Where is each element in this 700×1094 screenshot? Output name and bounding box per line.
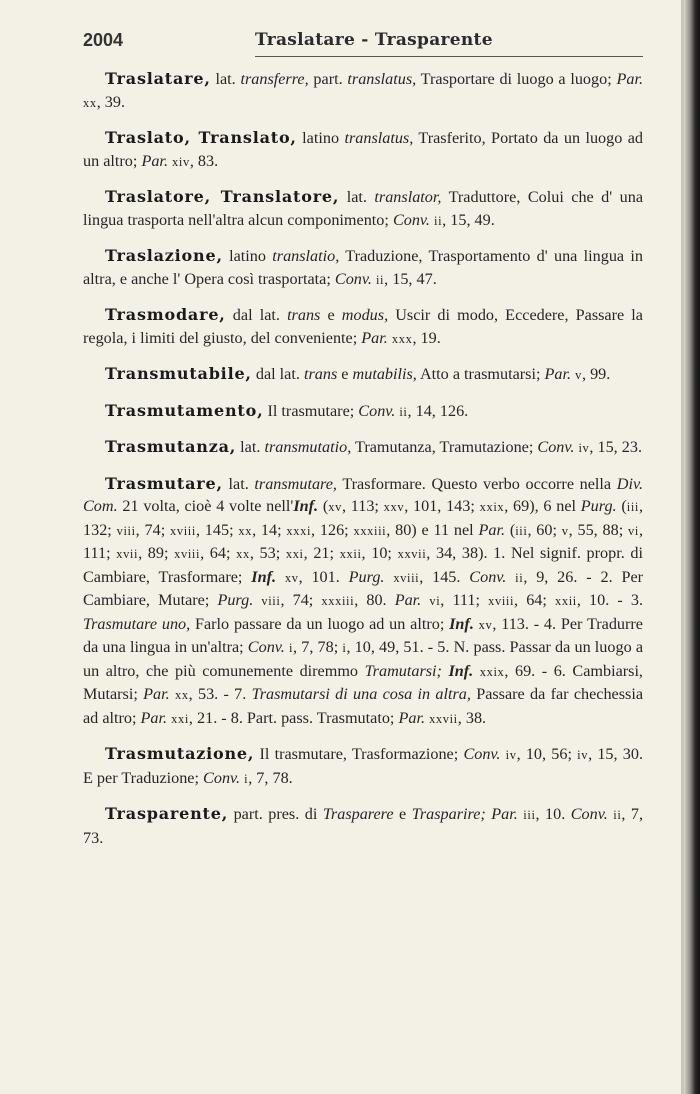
roman-numeral: xxvii	[429, 711, 458, 726]
entry-text: , 64;	[200, 544, 237, 562]
italic-text: Purg.	[580, 497, 617, 515]
italic-text: transmutare,	[254, 474, 337, 493]
running-title: Traslatare - Trasparente	[255, 30, 493, 50]
headword: Trasparente,	[105, 804, 229, 823]
entry-text: , 19.	[412, 328, 441, 347]
entry-body	[252, 365, 611, 383]
entry-text: , 7, 73.	[83, 805, 644, 847]
italic-text: Par.	[491, 805, 518, 823]
roman-numeral: xv	[328, 500, 342, 514]
roman-numeral: xvii	[116, 547, 139, 561]
italic-text: translator,	[374, 188, 442, 206]
entry-body	[83, 475, 643, 727]
entry-text: part.	[308, 70, 348, 88]
entry-text: , 21. - 8. Part. pass. Trasmutato;	[188, 708, 399, 727]
italic-text: Par.	[143, 685, 170, 703]
entry-body	[236, 438, 642, 456]
italic-text: Par.	[394, 591, 422, 609]
entry-text: , 74;	[135, 520, 171, 539]
entry-text: , 14;	[252, 520, 287, 539]
entry-text: , 15, 47.	[384, 269, 437, 288]
entry-text: Farlo passare da un luogo ad un altro;	[190, 614, 450, 633]
entry-text: , 89;	[138, 544, 175, 562]
entry-text: dal lat.	[225, 306, 288, 324]
roman-numeral: xxxi	[286, 523, 312, 538]
entry-text: , 10. - 3.	[576, 591, 643, 609]
entry-text: , 10, 56;	[516, 745, 578, 763]
entry-trasmodare	[83, 304, 643, 350]
italic-text: transmutatio,	[264, 438, 352, 456]
italic-text: Conv.	[358, 401, 396, 420]
entry-text: , 55, 88;	[568, 520, 629, 539]
entry-traslato	[83, 127, 643, 173]
entry-text: Traduzione, Trasportamento d' una lingua in altra, e anche l' Opera così trasportata;	[83, 247, 643, 288]
entry-text: , 132;	[83, 497, 644, 539]
headword: Trasmutanza,	[105, 437, 237, 456]
entry-text: , 101.	[298, 567, 349, 586]
entry-traslatare	[83, 68, 643, 114]
page-number: 2004	[83, 30, 124, 50]
roman-numeral: xx	[83, 95, 97, 110]
roman-numeral: xiv	[172, 154, 190, 169]
roman-numeral: viii	[261, 594, 281, 608]
entry-text: Trasportare di luogo a luogo;	[416, 70, 617, 88]
page-edge	[684, 0, 700, 1094]
entry-trasmutanza	[83, 436, 643, 460]
italic-text: translatio,	[272, 247, 340, 265]
entry-text: , 113. - 4. Per Tradurre da una lingua in un'altra;	[83, 614, 643, 656]
entry-text: , 113;	[341, 497, 384, 515]
italic-text: Par.	[544, 365, 572, 383]
italic-text: Par.	[398, 708, 426, 727]
roman-numeral: i	[342, 641, 347, 655]
italic-text: Conv.	[537, 438, 575, 456]
roman-numeral: v	[575, 368, 582, 382]
entry-text: latino	[296, 129, 345, 147]
entry-text: , 74;	[280, 591, 322, 609]
entry-text: Trasferito, Portato da un luogo ad un altro;	[83, 129, 643, 170]
roman-numeral: xxii	[555, 594, 577, 608]
roman-numeral: i	[244, 771, 249, 786]
roman-numeral: xviii	[393, 570, 420, 585]
roman-numeral: v	[561, 523, 569, 538]
headword: Trasmutare,	[105, 473, 223, 493]
entry-text: Trasformare. Questo verbo occorre nella	[336, 474, 617, 493]
entry-text: , 14, 126.	[407, 401, 469, 420]
roman-numeral: xxi	[171, 711, 189, 726]
headword: Trasmutazione,	[105, 744, 255, 763]
entry-text: , 101, 143;	[404, 497, 480, 515]
entry-trasmutare	[83, 473, 643, 731]
entry-text	[276, 568, 285, 586]
italic-text: Par.	[616, 70, 644, 88]
headword: Trasmodare,	[105, 305, 226, 324]
roman-numeral: vi	[429, 594, 441, 608]
entry-text: , 53. - 7.	[188, 685, 252, 703]
entry-text: lat.	[236, 438, 265, 456]
roman-numeral: vi	[628, 523, 639, 538]
roman-numeral: xxxiii	[353, 523, 387, 538]
entry-text: , 7, 78;	[293, 638, 343, 656]
roman-numeral: iv	[578, 441, 590, 455]
roman-numeral: ii	[375, 272, 385, 287]
entry-text: , 145;	[195, 520, 239, 539]
entry-text: (	[318, 497, 329, 515]
italic-text: Conv.	[203, 768, 241, 787]
header-rule	[255, 56, 643, 57]
entry-text: , 21;	[303, 544, 340, 562]
italic-text: Inf.	[251, 567, 277, 586]
entry-trasmutamento	[83, 400, 643, 424]
italic-text: Par.	[478, 520, 506, 539]
italic-text: Conv.	[463, 745, 501, 763]
roman-numeral: xxx	[391, 331, 413, 346]
italic-text: modus,	[341, 306, 389, 324]
entry-text: , 34, 38). 1. Nel signif. propr. di Cambiare, Trasformare;	[83, 544, 644, 586]
italic-text: Tramutarsi;	[364, 661, 442, 680]
roman-numeral: xxii	[339, 547, 362, 561]
italic-text: transferre,	[240, 70, 309, 88]
entry-traslatore	[83, 186, 643, 232]
roman-numeral: viii	[116, 523, 136, 538]
entry-text: , 15, 49.	[442, 210, 495, 229]
italic-text: Trasparere	[322, 805, 394, 823]
roman-numeral: iii	[523, 808, 536, 822]
entry-text: , 145.	[419, 567, 470, 586]
entry-text: part. pres. di	[228, 805, 323, 823]
entry-text: dal lat.	[251, 365, 304, 383]
headword: Traslato, Translato,	[105, 128, 297, 147]
italic-text: Purg.	[217, 591, 254, 609]
entry-text: , 60;	[527, 520, 562, 539]
entry-transmutabile	[83, 363, 643, 387]
italic-text: Div. Com.	[83, 474, 643, 515]
entry-text	[506, 568, 515, 586]
entry-text: e	[337, 365, 353, 383]
roman-numeral: xviii	[170, 523, 196, 538]
entry-text: , 39.	[96, 92, 126, 111]
entry-text: , 64;	[514, 591, 555, 609]
roman-numeral: iv	[505, 748, 517, 762]
page-header	[83, 30, 643, 58]
entry-body	[263, 402, 468, 420]
entry-text: lat.	[339, 188, 375, 206]
entry-text: , 10, 49, 51. - 5. N. pass. Passar da un luogo a un altro, che più comunemente diremmo	[83, 638, 644, 680]
italic-text: translatus,	[347, 70, 417, 88]
entry-text: Il trasmutare;	[263, 401, 359, 420]
entry-text: , 99.	[581, 365, 611, 383]
entry-text: , 38.	[457, 708, 487, 727]
italic-text: trans	[287, 306, 321, 324]
roman-numeral: xv	[284, 570, 299, 585]
entry-text: , 69), 6 nel	[504, 497, 581, 515]
roman-numeral: xxxiii	[321, 594, 355, 608]
entry-text: , 15, 23.	[589, 438, 642, 456]
italic-text: Par.	[141, 151, 168, 170]
headword: Traslazione,	[105, 246, 223, 265]
italic-text: Inf.	[449, 614, 474, 633]
roman-numeral: xxv	[383, 500, 405, 514]
headword: Traslatore, Translatore,	[105, 187, 340, 206]
dictionary-entries	[83, 68, 643, 862]
entry-text: 21 volta, cioè 4 volte nell'	[117, 497, 294, 515]
headword: Traslatare,	[105, 69, 211, 88]
roman-numeral: i	[288, 641, 294, 655]
italic-text: translatus,	[344, 129, 414, 147]
entry-text: , 10;	[361, 544, 398, 562]
italic-text: Conv.	[570, 805, 608, 823]
roman-numeral: iv	[577, 748, 589, 762]
entry-text: Passare da far chechessia ad altro;	[83, 685, 644, 727]
roman-numeral: ii	[434, 213, 443, 228]
roman-numeral: xx	[174, 688, 189, 702]
italic-text: Conv.	[392, 210, 430, 229]
entry-text: , 9, 26. - 2. Per Cambiare, Mutare;	[83, 567, 644, 609]
entry-text: , 53;	[249, 544, 286, 562]
entry-text: , 83.	[189, 151, 219, 170]
headword: Transmutabile,	[105, 364, 252, 383]
italic-text: mutabilis,	[352, 365, 417, 383]
entry-text: , 80) e 11 nel	[386, 520, 479, 539]
entry-text: , 111;	[440, 591, 489, 609]
entry-text: Il trasmutare, Trasformazione;	[254, 745, 464, 763]
entry-text: , 69. - 6. Cambiarsi, Mutarsi;	[83, 661, 643, 703]
entry-text: (	[616, 497, 627, 515]
roman-numeral: ii	[613, 808, 622, 822]
roman-numeral: ii	[515, 570, 524, 585]
entry-trasmutazione	[83, 743, 643, 790]
entry-text: , 15, 30. E per Traduzione;	[83, 745, 644, 787]
italic-text: trans	[303, 365, 338, 383]
roman-numeral: iii	[515, 523, 528, 538]
roman-numeral: xxix	[479, 664, 505, 679]
italic-text: Conv.	[469, 567, 507, 586]
entry-text: Uscir di modo, Eccedere, Passare la regola, i limiti del giusto, del conveniente;	[83, 306, 643, 347]
italic-text: Conv.	[247, 638, 285, 656]
roman-numeral: xviii	[174, 547, 201, 561]
entry-text: e	[320, 306, 342, 324]
roman-numeral: xx	[236, 547, 250, 561]
entry-text: Traduttore, Colui che d' una lingua trasporta nell'altra alcun componimento;	[83, 188, 643, 229]
roman-numeral: xxix	[479, 500, 505, 514]
entry-text: Atto a trasmutarsi;	[416, 365, 545, 383]
italic-text: Inf.	[293, 497, 319, 515]
entry-text: latino	[222, 247, 273, 265]
entry-text	[384, 568, 393, 586]
entry-text: lat.	[222, 474, 255, 493]
entry-text: lat.	[210, 70, 241, 88]
roman-numeral: ii	[399, 404, 408, 419]
entry-text: (	[505, 520, 516, 539]
roman-numeral: xxvii	[397, 547, 427, 561]
roman-numeral: xx	[238, 523, 253, 538]
roman-numeral: xviii	[488, 594, 515, 608]
italic-text: Inf.	[448, 661, 474, 680]
entry-text: , 111;	[83, 520, 644, 562]
entry-text: , 80.	[354, 591, 395, 609]
entry-text: e	[393, 805, 412, 823]
italic-text: Purg.	[348, 567, 385, 586]
entry-text: , 126;	[311, 520, 354, 539]
roman-numeral: iii	[626, 500, 639, 514]
italic-text: Trasmutare uno,	[83, 614, 191, 633]
italic-text: Par.	[361, 328, 388, 347]
entry-traslazione	[83, 245, 643, 291]
italic-text: Par.	[140, 708, 168, 727]
italic-text: Trasparire;	[411, 805, 486, 823]
italic-text: Trasmutarsi di una cosa in altra,	[251, 685, 471, 703]
entry-text: , 10.	[535, 805, 571, 823]
headword: Trasmutamento,	[105, 400, 264, 420]
entry-text: Tramutanza, Tramutazione;	[351, 438, 538, 456]
entry-text: , 7, 78.	[248, 768, 293, 787]
italic-text: Conv.	[334, 269, 372, 288]
entry-trasparente	[83, 803, 643, 849]
roman-numeral: xv	[478, 617, 493, 632]
roman-numeral: xxi	[285, 547, 304, 561]
